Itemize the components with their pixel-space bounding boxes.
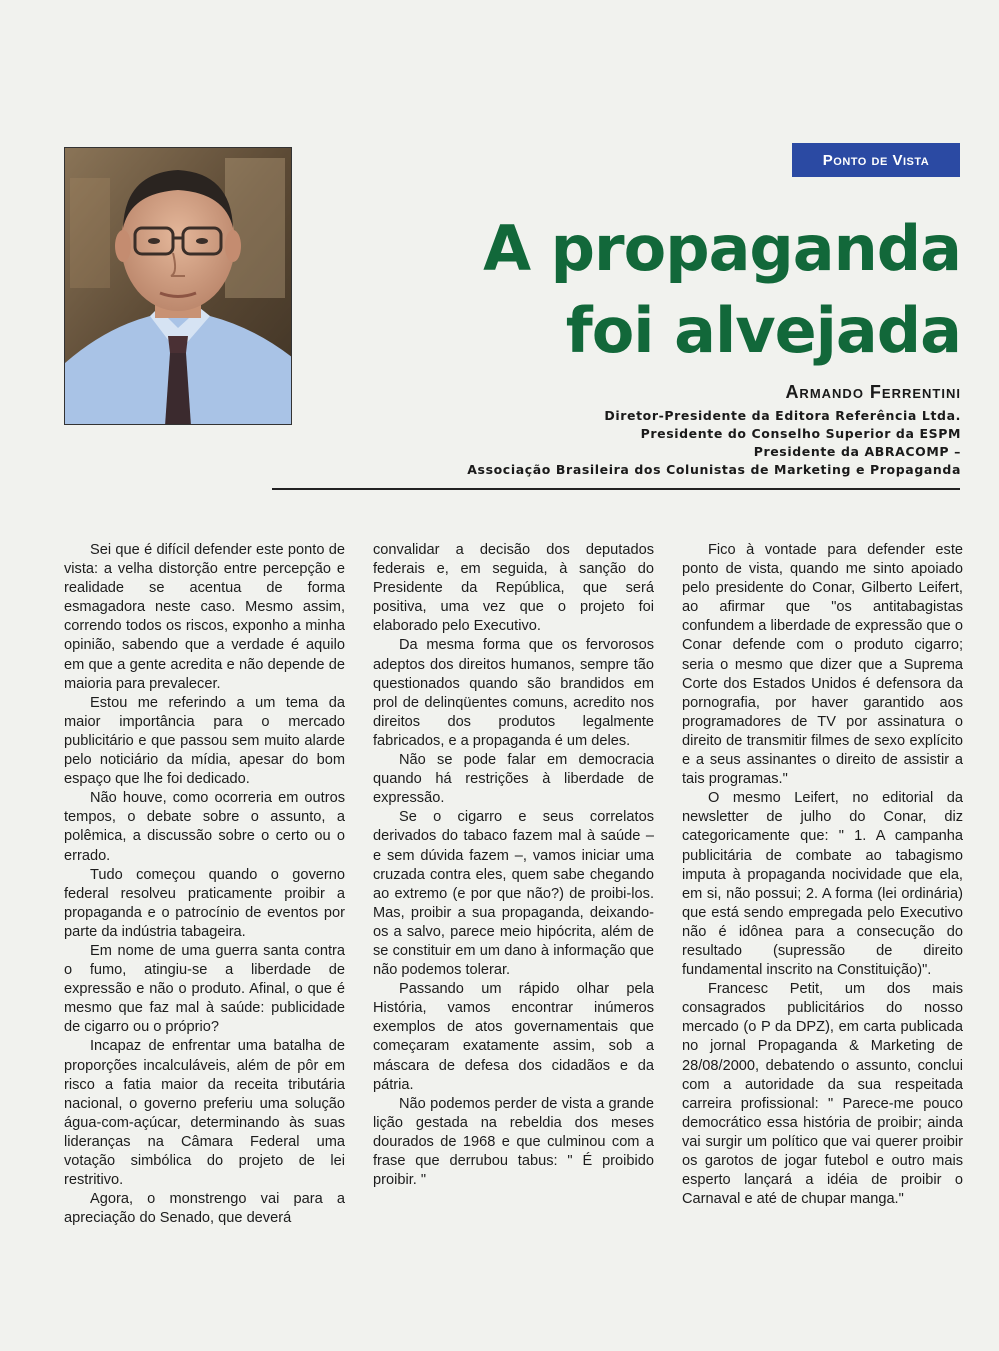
paragraph: Se o cigarro e seus correlatos derivados do tabaco fazem mal à saúde – e sem dúvida fazem –, vamos iniciar uma cruzada contra eles, quem sabe chegando ao extremo (e por que não?) de proibi-los. Mas, proibir a sua propaganda, deixando-os a salvo, parece meio hipócrita, além de se constituir em um dano à informação que não podemos tolerar.: [373, 809, 654, 979]
paragraph: Não podemos perder de vista a grande lição gestada na rebeldia dos meses dourados de 1968 e que culminou com a frase que derrubou tabus: " É proibido proibir. ": [373, 1095, 654, 1189]
paragraph: Fico à vontade para defender este ponto de vista, quando me sinto apoiado pelo presidente do Conar, Gilberto Leifert, ao afirmar que "os antitabagistas confundem a liberdade de expressão que o Conar defende com o produto cigarro; seria o mesmo que dizer que a Suprema Corte dos Estados Unidos é defensora da pornografia, por haver garantido aos programadores de TV por assinatura o direito de transmitir filmes de sexo explícito e a seus assinantes o direito de assistir a tais programas.": [682, 542, 963, 788]
article-column-2: [373, 541, 654, 1190]
paragraph: Em nome de uma guerra santa contra o fumo, atingiu-se a liberdade de expressão e não o produto. Afinal, o que é mesmo que faz mal à saúde: publicidade de cigarro ou o próprio?: [64, 942, 345, 1036]
paragraph: Francesc Petit, um dos mais consagrados publicitários do nosso mercado (o P da DPZ), em carta publicada no jornal Propaganda & Marketing de 28/08/2000, debatendo o assunto, conclui com a autoridade da sua respeitada carreira profissional: " Parece-me pouco democrático essa história de proibir; ainda vai surgir um político que vai querer proibir os garotos de jogar futebol e outro mais esperto lançará a idéia de proibir o Carnaval e até de chupar manga.": [682, 981, 963, 1208]
paragraph: Passando um rápido olhar pela História, vamos encontrar inúmeros exemplos de atos governamentais que começaram exatamente assim, sob a máscara de defesa dos cidadãos e da pátria.: [373, 981, 654, 1093]
paragraph: Incapaz de enfrentar uma batalha de proporções incalculáveis, além de pôr em risco a fatia maior da receita tributária nacional, o governo preferiu uma solução água-com-açúcar, determinando às suas lideranças na Câmara Federal uma votação simbólica do projeto de lei restritivo.: [64, 1038, 345, 1189]
author-photo: [64, 147, 292, 425]
paragraph: Não houve, como ocorreria em outros tempos, o debate sobre o assunto, a polêmica, a discussão sobre o certo ou o errado.: [64, 790, 345, 864]
author-name: Armando Ferrentini: [785, 382, 961, 402]
author-byline: [321, 382, 961, 479]
paragraph: Estou me referindo a um tema da maior importância para o mercado publicitário e que passou sem muito alarde pelo noticiário da mídia, apesar do bom espaço que lhe foi dedicado.: [64, 694, 345, 788]
paragraph: Não se pode falar em democracia quando há restrições à liberdade de expressão.: [373, 752, 654, 807]
divider-rule: [272, 488, 960, 490]
headline: [321, 208, 961, 372]
section-tag: Ponto de Vista: [792, 143, 960, 177]
paragraph: convalidar a decisão dos deputados federais e, em seguida, à sanção do Presidente da República, que será positiva, uma vez que o projeto foi elaborado pelo Executivo.: [373, 542, 654, 635]
author-role: Presidente do Conselho Superior da ESPM: [640, 426, 961, 441]
paragraph: Sei que é difícil defender este ponto de vista: a velha distorção entre percepção e realidade se acentua de forma esmagadora neste caso. Mesmo assim, correndo todos os riscos, exponho a minha opinião, sabendo que a verdade é aquilo em que a gente acredita e não depende de maioria para prevalecer.: [64, 542, 345, 692]
article-column-3: [682, 541, 963, 1209]
author-role: Presidente da ABRACOMP –: [753, 444, 961, 459]
paragraph: O mesmo Leifert, no editorial da newsletter de julho do Conar, diz categoricamente que: " 1. A campanha publicitária de combate ao tabagismo imputa à propaganda nocividade que ela, em si, não possui; 2. A forma (lei ordinária) que está sendo empregada pelo Executivo não é idônea para a consecução do resultado (supressão de direito fundamental inscrito na Constituição)".: [682, 790, 963, 979]
paragraph: Agora, o monstrengo vai para a apreciação do Senado, que deverá: [64, 1191, 345, 1227]
author-role: Associação Brasileira dos Colunistas de Marketing e Propaganda: [467, 462, 961, 477]
headline-line-1: A propaganda: [483, 212, 961, 285]
paragraph: Tudo começou quando o governo federal resolveu praticamente proibir a propaganda e o patrocínio de eventos por parte da indústria tabageira.: [64, 866, 345, 940]
headline-line-2: foi alvejada: [565, 294, 961, 367]
paragraph: Da mesma forma que os fervorosos adeptos dos direitos humanos, sempre tão questionados quando são brandidos em prol de delinqüentes comuns, acredito nos direitos dos produtos legalmente fabricados, e a propaganda é um deles.: [373, 637, 654, 749]
article-column-1: [64, 541, 345, 1228]
author-role: Diretor-Presidente da Editora Referência Ltda.: [604, 408, 961, 423]
